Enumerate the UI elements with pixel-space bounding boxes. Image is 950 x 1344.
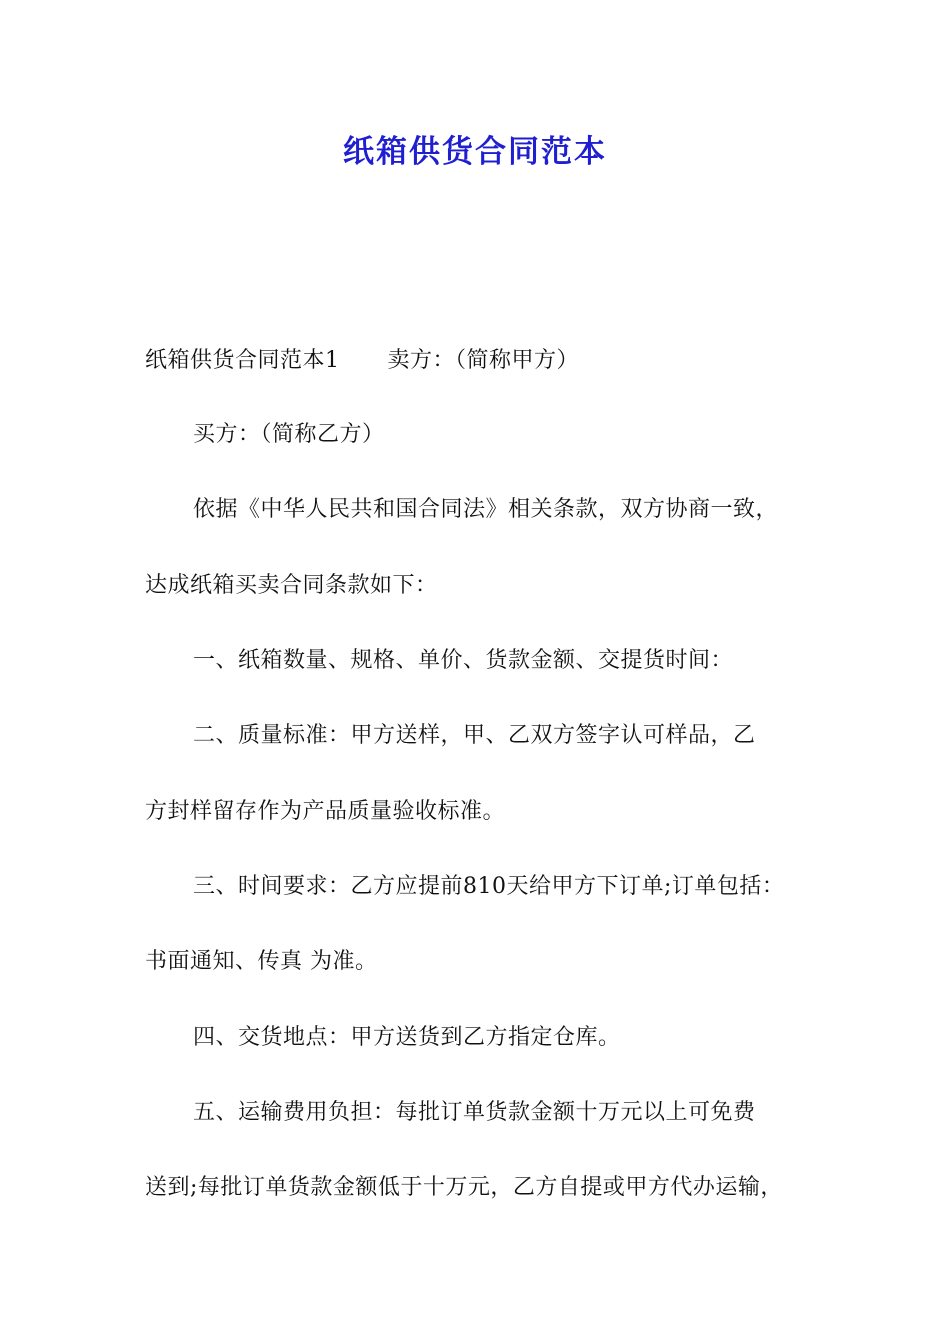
document-title: 纸箱供货合同范本 [343,134,607,170]
clause-1-line: 一、纸箱数量、规格、单价、货款金额、交提货时间： [193,648,734,673]
basis-line-1: 依据《中华人民共和国合同法》相关条款，双方协商一致， [193,497,779,522]
clause-3-line-2: 书面通知、传真 为准。 [145,949,378,974]
clause-2-line-2: 方封样留存作为产品质量验收标准。 [145,799,506,824]
clause-3-line-1: 三、时间要求：乙方应提前810天给甲方下订单;订单包括： [193,874,785,899]
contract-first-line [145,344,835,378]
basis-line-2: 达成纸箱买卖合同条款如下： [145,573,438,598]
buyer-line: 买方：（简称乙方） [193,422,385,447]
seller-label: 卖方：（简称甲方） [387,348,580,373]
clause-5-line-2: 送到;每批订单货款金额低于十万元，乙方自提或甲方代办运输， [145,1175,783,1200]
clause-4-line: 四、交货地点：甲方送货到乙方指定仓库。 [193,1025,621,1050]
contract-name-label: 纸箱供货合同范本1 [145,348,340,373]
clause-2-line-1: 二、质量标准：甲方送样，甲、乙双方签字认可样品，乙 [193,723,756,748]
clause-5-line-1: 五、运输费用负担：每批订单货款金额十万元以上可免费 [193,1100,756,1125]
